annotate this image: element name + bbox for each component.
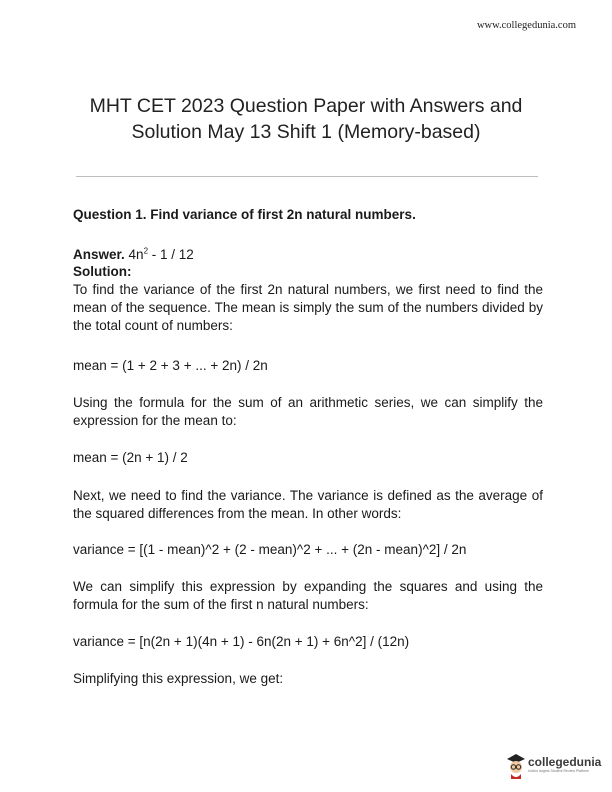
answer-label: Answer. (73, 247, 125, 262)
title-line-2: Solution May 13 Shift 1 (Memory-based) (131, 121, 481, 143)
equation-variance: variance = [(1 - mean)^2 + (2 - mean)^2 + ... + (2n - mean)^2] / 2n (73, 542, 467, 557)
title-divider (76, 176, 538, 177)
footer-logo[interactable] (504, 752, 604, 782)
solution-paragraph-1: To find the variance of the first 2n natural numbers, we first need to find the mean of the sequence. The mean is simply the sum of the numbers divided by the total count of numbers: (73, 282, 543, 333)
equation-mean-sum: mean = (1 + 2 + 3 + ... + 2n) / 2n (73, 358, 268, 373)
solution-paragraph-5: Simplifying this expression, we get: (73, 671, 284, 686)
solution-paragraph-2: Using the formula for the sum of an arithmetic series, we can simplify the expression for the mean to: (73, 395, 543, 428)
title-line-1: MHT CET 2023 Question Paper with Answers and (89, 95, 523, 117)
answer-rest: - 1 / 12 (148, 247, 194, 262)
solution-paragraph-3: Next, we need to find the variance. The variance is defined as the average of the squared differences from the mean. In other words: (73, 488, 543, 521)
equation-variance-simplified: variance = [n(2n + 1)(4n + 1) - 6n(2n + 1) + 6n^2] / (12n) (73, 634, 410, 649)
logo-tagline: India's largest Student Review Platform (528, 769, 589, 773)
site-url[interactable]: www.collegedunia.com (476, 20, 576, 31)
answer-exponent: 2 (143, 246, 149, 256)
answer-line (73, 246, 543, 264)
question-heading: Question 1. Find variance of first 2n natural numbers. (73, 207, 416, 222)
logo-brand-name: collegedunia (528, 755, 602, 769)
mascot-logo-icon (504, 752, 528, 780)
solution-label: Solution: (73, 264, 132, 279)
solution-paragraph-4: We can simplify this expression by expanding the squares and using the formula for the sum of the first n natural numbers: (73, 579, 543, 612)
page-title (0, 93, 612, 145)
equation-mean: mean = (2n + 1) / 2 (73, 450, 188, 465)
answer-base: 4n (128, 247, 144, 262)
